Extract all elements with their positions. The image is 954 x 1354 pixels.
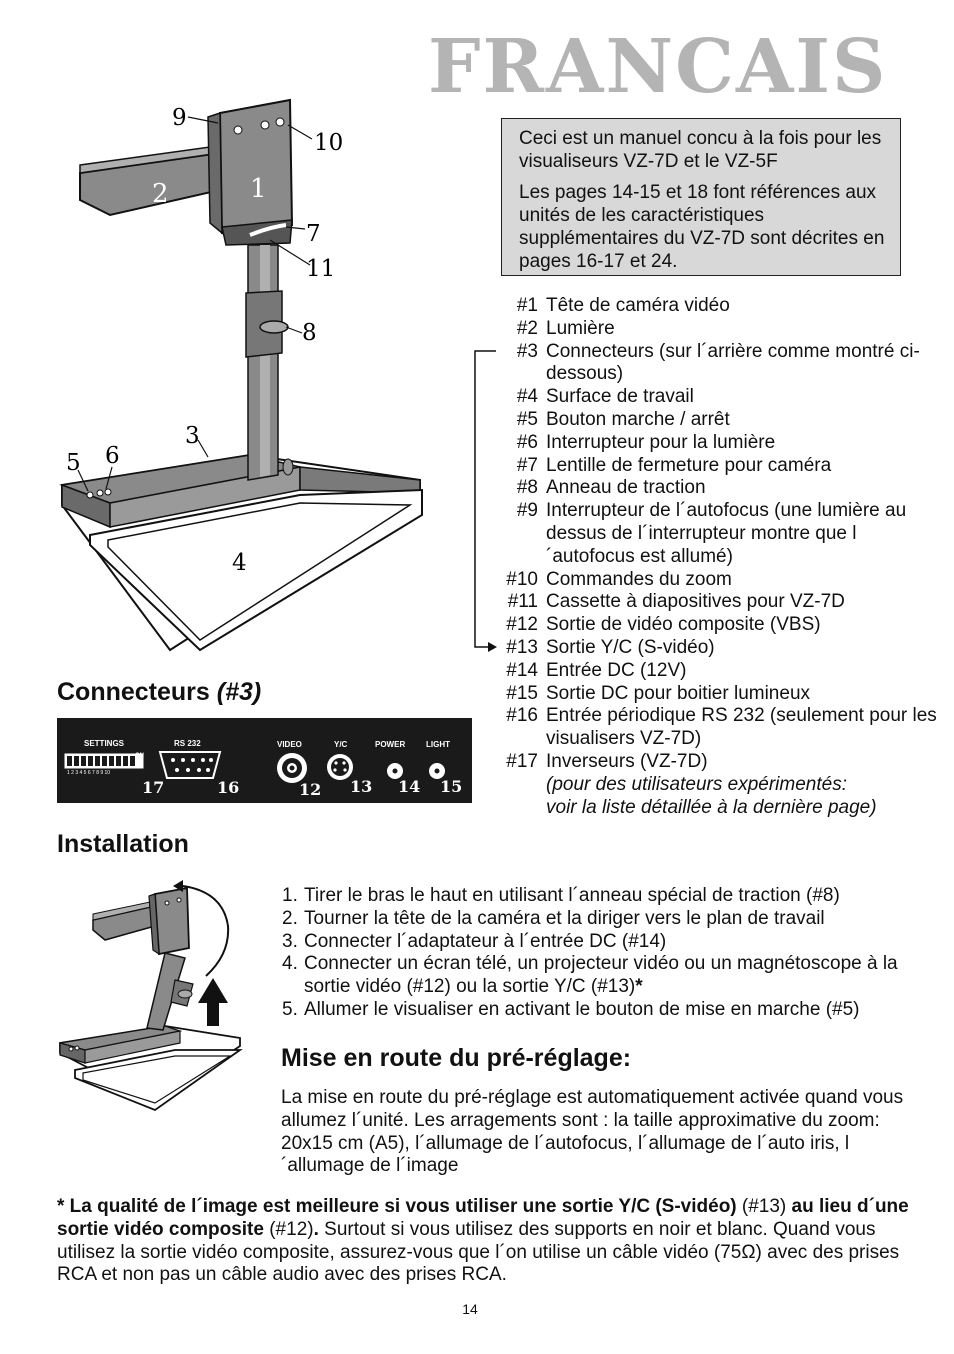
connector-number-13: 13 (350, 777, 373, 796)
list-item: #9 Interrupteur de l´autofocus (une lumière au dessus de l´interrupteur montre que l´autofocus est allumé) (516, 500, 907, 567)
power-label: POWER (375, 740, 406, 749)
callout-3: 3 (185, 423, 200, 449)
installation-steps (282, 885, 922, 1022)
visualiser-diagram (50, 95, 470, 655)
connecteurs-heading: Connecteurs (#3) (57, 678, 262, 706)
connector-number-15: 15 (440, 777, 463, 796)
list-item: #2 Lumière (516, 317, 615, 339)
list-item: #1 Tête de caméra vidéo (516, 295, 730, 316)
mise-text: La mise en route du pré-réglage est automatiquement activée quand vous allumez l´unité. Les arragements sont : la taille approximative du zoom: 20x15 cm (A5), l´allumage de l´autofocus, l´allumage de l´auto iris, l´allumage de l´image (281, 1087, 904, 1177)
connector-panel (57, 718, 472, 803)
list-item: 3 . Connecter l´adaptateur à l´entrée DC (#14) (282, 931, 922, 954)
connector-number-12: 12 (299, 780, 322, 799)
list-item: #3 Connecteurs (sur l´arrière comme montré ci-dessous) (516, 340, 920, 385)
yc-label: Y/C (334, 740, 348, 749)
list-item: #16 Entrée périodique RS 232 (seulement pour les visualisers VZ-7D) (506, 705, 937, 750)
light-label: LIGHT (426, 740, 450, 749)
list-item: #15 Sortie DC pour boitier lumineux (506, 682, 811, 704)
quality-note: * La qualité de l´image est meilleure si vous utiliser une sortie Y/C (S-vidéo) (#13) au lieu d´une sortie vidéo composite (#12). Surtout si vous utilisez des supports en noir et blanc. Quand vous utilisez la sortie vidéo composite, assurez-vous que l´on utilise un câble vidéo (75Ω) avec des prises RCA et non pas un câble audio avec des prises RCA. (57, 1196, 909, 1286)
intro-paragraph-2: Les pages 14-15 et 18 font références aux unités de les caractéristiques supplémentaires du VZ-7D sont décrites en pages 16-17 et 24. (519, 182, 885, 272)
installation-diagram (55, 878, 275, 1118)
callout-8: 8 (302, 320, 317, 346)
list-item: 1 . Tirer le bras le haut en utilisant l´anneau spécial de traction (#8) (282, 885, 922, 908)
mise-heading: Mise en route du pré-réglage: (281, 1044, 632, 1072)
callout-5: 5 (66, 450, 81, 476)
bracket-arrow (470, 345, 500, 655)
video-label: VIDEO (277, 740, 302, 749)
callout-7: 7 (306, 221, 321, 247)
list-item: #17 Inverseurs (VZ-7D) (pour des utilisateurs expérimentés: voir la liste détaillée à la dernière page) (506, 750, 877, 818)
rs232-label: RS 232 (174, 739, 201, 748)
list-item: #10 Commandes du zoom (506, 568, 732, 590)
list-item: #12 Sortie de vidéo composite (VBS) (506, 614, 821, 636)
list-item: #4 Surface de travail (516, 386, 694, 408)
callout-2: 2 (152, 179, 169, 209)
callout-10: 10 (314, 130, 344, 156)
callout-4: 4 (232, 550, 247, 576)
list-item: 4 . Connecter un écran télé, un projecteur vidéo ou un magnétoscope à la sortie vidéo (#12) ou la sortie Y/C (#13)* (282, 953, 922, 999)
installation-heading: Installation (57, 830, 189, 858)
connector-number-17: 17 (142, 778, 165, 797)
list-item: #11 Cassette à diapositives pour VZ-7D (507, 591, 845, 613)
list-item: 2 . Tourner la tête de la caméra et la diriger vers le plan de travail (282, 908, 922, 931)
page-title: FRANCAIS (428, 24, 888, 110)
list-item: #13 Sortie Y/C (S-vidéo) (506, 636, 715, 658)
connector-number-14: 14 (398, 777, 421, 796)
on-label: ON (135, 753, 144, 759)
parts-list (498, 295, 938, 819)
list-item: #6 Interrupteur pour la lumière (516, 431, 776, 453)
callout-1: 1 (250, 174, 267, 204)
intro-paragraph-1: Ceci est un manuel concu à la fois pour les visualiseurs VZ-7D et le VZ-5F (519, 128, 882, 172)
intro-box (501, 118, 901, 276)
list-item: #14 Entrée DC (12V) (506, 659, 687, 681)
settings-label: SETTINGS (84, 739, 125, 748)
list-item: 5 . Allumer le visualiser en activant le bouton de mise en marche (#5) (282, 999, 922, 1022)
list-item: #8 Anneau de traction (516, 477, 706, 499)
list-item: #5 Bouton marche / arrêt (516, 408, 730, 430)
callout-9: 9 (172, 105, 187, 131)
callout-6: 6 (105, 443, 120, 469)
callout-11: 11 (306, 256, 336, 282)
dip-numbers: 1 2 3 4 5 6 7 8 9 10 (67, 770, 111, 776)
page-number: 14 (462, 1301, 478, 1317)
list-item: #7 Lentille de fermeture pour caméra (516, 454, 832, 476)
connector-number-16: 16 (217, 778, 240, 797)
